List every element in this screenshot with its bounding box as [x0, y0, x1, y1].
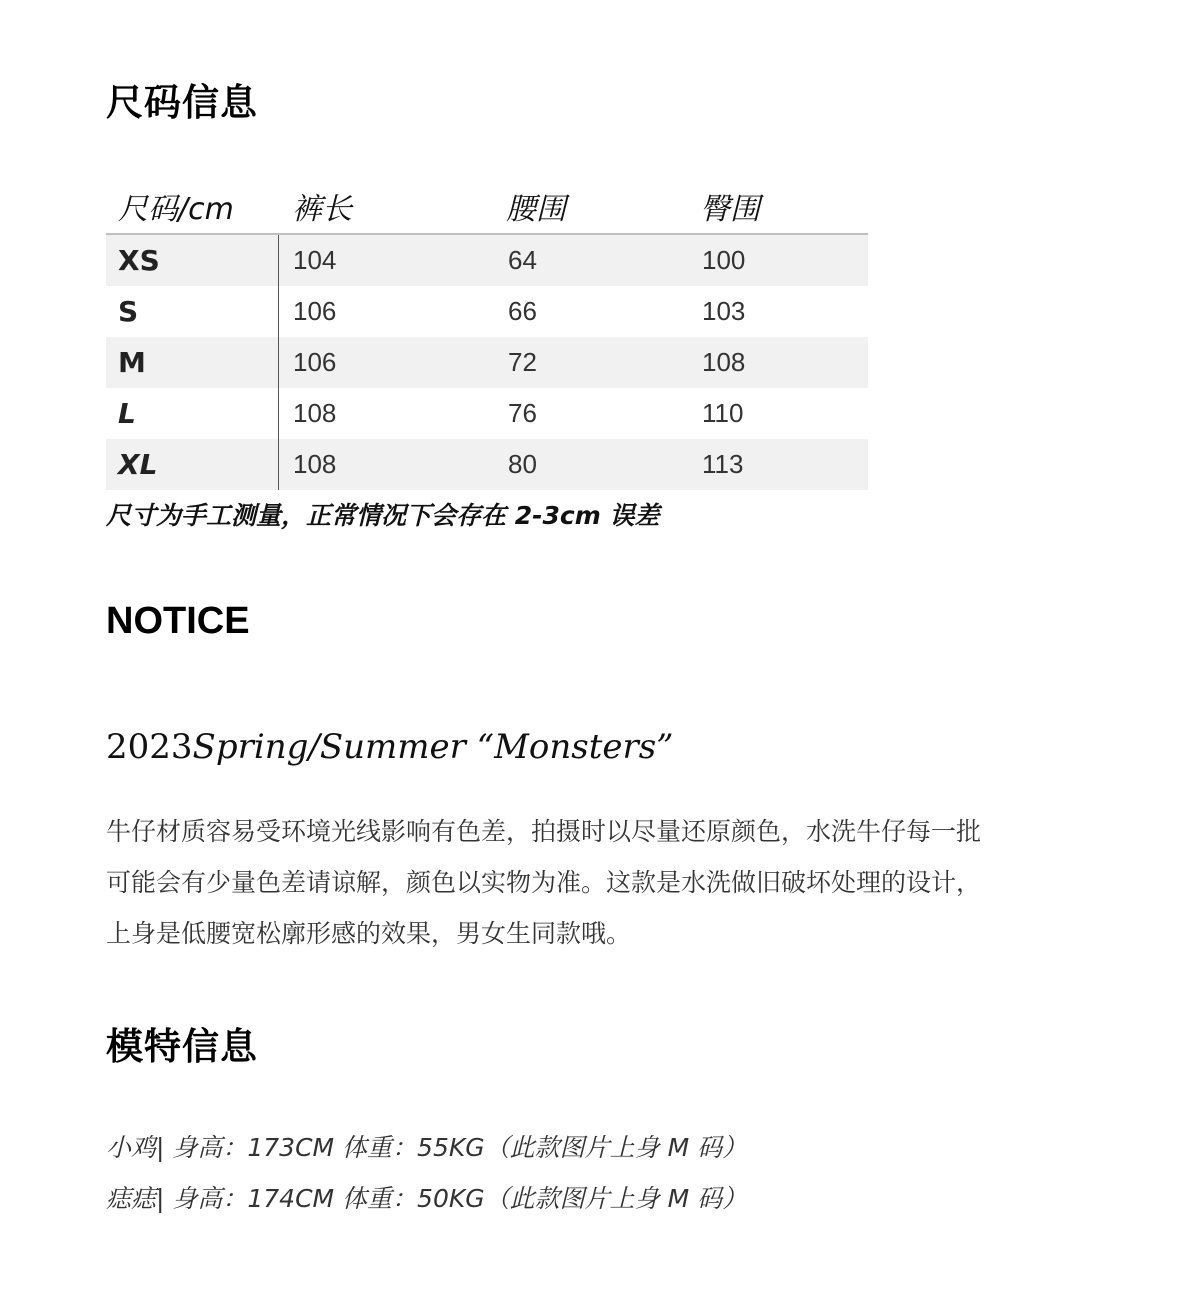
table-row — [106, 286, 868, 337]
model-line: 小鸡| 身高：173CM 体重：55KG（此款图片上身 M 码） — [106, 1133, 748, 1162]
model-info-title: 模特信息 — [106, 1025, 258, 1068]
hip-cell: 110 — [702, 398, 744, 428]
notice-line: 牛仔材质容易受环境光线影响有色差，拍摄时以尽量还原颜色，水洗牛仔每一批 — [106, 817, 982, 846]
waist-cell: 66 — [508, 296, 537, 326]
size-cell: S — [118, 295, 139, 328]
size-table-body — [106, 233, 868, 490]
table-row — [106, 388, 868, 439]
length-cell: 106 — [278, 286, 494, 337]
header-waist: 腰围 — [506, 192, 566, 227]
collection-title — [106, 727, 674, 767]
size-cell: XL — [106, 439, 278, 490]
size-info-title: 尺码信息 — [106, 81, 258, 124]
size-cell: M — [106, 337, 278, 388]
table-row — [106, 235, 868, 286]
measurement-note: 尺寸为手工测量，正常情况下会存在 2-3cm 误差 — [106, 501, 660, 530]
header-size: 尺码/cm — [118, 192, 234, 227]
header-hip: 臀围 — [700, 192, 760, 227]
length-cell: 106 — [278, 337, 494, 388]
hip-cell: 108 — [688, 337, 868, 388]
header-length: 裤长 — [292, 192, 352, 227]
size-cell: XS — [106, 235, 278, 286]
hip-cell: 113 — [688, 439, 868, 490]
notice-paragraph — [106, 806, 1116, 959]
notice-line: 上身是低腰宽松廓形感的效果，男女生同款哦。 — [106, 919, 632, 948]
length-cell: 108 — [278, 388, 494, 439]
size-table-header — [106, 176, 868, 233]
notice-line: 可能会有少量色差请谅解，颜色以实物为准。这款是水洗做旧破坏处理的设计， — [106, 868, 982, 897]
table-row — [106, 439, 868, 490]
length-cell: 108 — [278, 439, 494, 490]
waist-cell: 80 — [494, 439, 688, 490]
table-row — [106, 337, 868, 388]
collection-year: 2023 — [106, 727, 193, 767]
model-line: 痣痣| 身高：174CM 体重：50KG（此款图片上身 M 码） — [106, 1184, 748, 1213]
collection-name: Spring/Summer “Monsters” — [192, 727, 674, 767]
notice-title: NOTICE — [106, 600, 250, 642]
size-cell: L — [118, 397, 136, 430]
waist-cell: 64 — [494, 235, 688, 286]
waist-cell: 72 — [494, 337, 688, 388]
size-table — [106, 176, 868, 490]
waist-cell: 76 — [508, 398, 537, 428]
hip-cell: 100 — [688, 235, 868, 286]
hip-cell: 103 — [702, 296, 746, 326]
length-cell: 104 — [278, 235, 494, 286]
